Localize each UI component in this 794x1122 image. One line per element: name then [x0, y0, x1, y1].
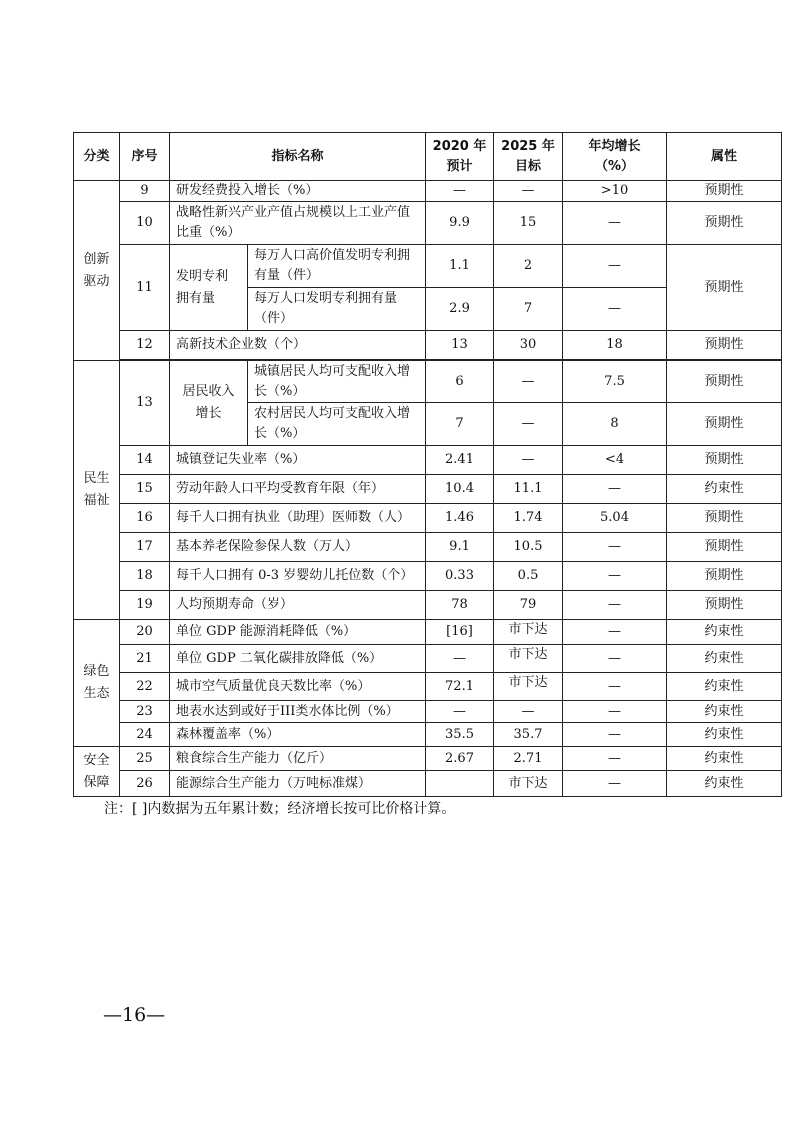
row-number: 21 [120, 645, 170, 673]
value-2025: 15 [494, 202, 563, 245]
indicator-name: 每千人口拥有 0-3 岁婴幼儿托位数（个） [170, 562, 426, 591]
value-growth: — [563, 645, 667, 673]
value-2020: 78 [426, 591, 494, 620]
attribute: 约束性 [667, 723, 782, 747]
attribute: 约束性 [667, 645, 782, 673]
row-number: 22 [120, 673, 170, 701]
header-row [74, 133, 782, 181]
value-2020: — [426, 181, 494, 202]
value-2020: 1.46 [426, 504, 494, 533]
indicator-name: 人均预期寿命（岁） [170, 591, 426, 620]
value-2025: 市下达 [494, 771, 563, 797]
value-growth: — [563, 475, 667, 504]
value-growth: 8 [563, 403, 667, 446]
value-2025: 7 [494, 288, 563, 331]
attribute: 预期性 [667, 591, 782, 620]
table-row [74, 591, 782, 620]
value-growth: — [563, 701, 667, 723]
page-number: —16— [103, 1004, 166, 1026]
category-livelihood [74, 361, 120, 620]
value-growth: — [563, 620, 667, 645]
attribute: 预期性 [667, 403, 782, 446]
header-2025 [494, 133, 563, 181]
indicator-table [73, 132, 782, 797]
sub-indicator-name: 每万人口发明专利拥有量（件） [248, 288, 426, 331]
table-row [74, 701, 782, 723]
value-2025: 市下达 [494, 673, 563, 701]
value-2020 [426, 771, 494, 797]
value-2025: — [494, 361, 563, 403]
category-label: 民生福祉 [83, 471, 110, 508]
value-growth: — [563, 591, 667, 620]
value-2020: 7 [426, 403, 494, 446]
value-2025: — [494, 701, 563, 723]
sub-indicator-name: 城镇居民人均可支配收入增长（%） [248, 361, 426, 403]
value-2020: 10.4 [426, 475, 494, 504]
value-2025: 30 [494, 331, 563, 360]
row-number: 26 [120, 771, 170, 797]
value-2025: 1.74 [494, 504, 563, 533]
row-number: 23 [120, 701, 170, 723]
value-2025: 0.5 [494, 562, 563, 591]
header-2020-label: 预计 [446, 158, 473, 174]
value-2020: 72.1 [426, 673, 494, 701]
value-2020: 2.67 [426, 747, 494, 771]
table-row [74, 771, 782, 797]
table-row [74, 181, 782, 202]
row-number: 9 [120, 181, 170, 202]
indicator-group [170, 361, 248, 446]
table-row [74, 504, 782, 533]
indicator-name: 战略性新兴产业产值占规模以上工业产值比重（%） [170, 202, 426, 245]
row-number: 14 [120, 446, 170, 475]
value-2020: 2.9 [426, 288, 494, 331]
table-row [74, 723, 782, 747]
value-2020: 13 [426, 331, 494, 360]
value-2025: 市下达 [494, 645, 563, 673]
attribute: 预期性 [667, 245, 782, 331]
indicator-name: 单位 GDP 二氧化碳排放降低（%） [170, 645, 426, 673]
value-2025: 2 [494, 245, 563, 288]
header-2020 [426, 133, 494, 181]
attribute: 约束性 [667, 747, 782, 771]
indicator-name: 能源综合生产能力（万吨标准煤） [170, 771, 426, 797]
value-growth: — [563, 288, 667, 331]
value-growth: — [563, 202, 667, 245]
attribute: 约束性 [667, 771, 782, 797]
table-row [74, 533, 782, 562]
value-growth: — [563, 771, 667, 797]
table-row [74, 620, 782, 645]
indicator-name: 单位 GDP 能源消耗降低（%） [170, 620, 426, 645]
indicator-name: 城市空气质量优良天数比率（%） [170, 673, 426, 701]
attribute: 预期性 [667, 331, 782, 360]
value-2020: [16] [426, 620, 494, 645]
value-2025: 79 [494, 591, 563, 620]
value-2020: 6 [426, 361, 494, 403]
table-row [74, 562, 782, 591]
indicator-name: 每千人口拥有执业（助理）医师数（人） [170, 504, 426, 533]
row-number: 12 [120, 331, 170, 360]
table-row [74, 331, 782, 360]
table-row [74, 747, 782, 771]
table-row [74, 673, 782, 701]
value-growth: — [563, 562, 667, 591]
header-2025-year: 2025 年 [501, 138, 555, 154]
indicator-name: 劳动年龄人口平均受教育年限（年） [170, 475, 426, 504]
value-2025: 2.71 [494, 747, 563, 771]
value-growth: <4 [563, 446, 667, 475]
value-2020: — [426, 645, 494, 673]
category-label: 绿色生态 [83, 664, 110, 701]
attribute: 预期性 [667, 504, 782, 533]
indicator-group-label: 居民收入增长 [182, 384, 235, 421]
row-number: 19 [120, 591, 170, 620]
value-2025: — [494, 446, 563, 475]
value-2020: 9.9 [426, 202, 494, 245]
attribute: 预期性 [667, 446, 782, 475]
row-number: 15 [120, 475, 170, 504]
attribute: 约束性 [667, 673, 782, 701]
indicator-name: 基本养老保险参保人数（万人） [170, 533, 426, 562]
category-label: 创新驱动 [83, 251, 110, 289]
value-2025: 11.1 [494, 475, 563, 504]
header-growth-label: 年均增长 [588, 138, 641, 154]
category-innovation [74, 181, 120, 361]
value-2020: 2.41 [426, 446, 494, 475]
category-security [74, 747, 120, 797]
value-2025: 35.7 [494, 723, 563, 747]
attribute: 预期性 [667, 361, 782, 403]
table-row [74, 645, 782, 673]
sub-indicator-name: 农村居民人均可支配收入增长（%） [248, 403, 426, 446]
row-number: 24 [120, 723, 170, 747]
attribute: 预期性 [667, 181, 782, 202]
value-2025: — [494, 181, 563, 202]
table-row [74, 446, 782, 475]
table-row [74, 202, 782, 245]
attribute: 约束性 [667, 620, 782, 645]
value-2025: 市下达 [494, 620, 563, 645]
value-growth: 7.5 [563, 361, 667, 403]
row-number: 20 [120, 620, 170, 645]
attribute: 预期性 [667, 562, 782, 591]
indicator-group-label: 发明专利拥有量 [176, 268, 229, 306]
attribute: 预期性 [667, 533, 782, 562]
indicator-name: 森林覆盖率（%） [170, 723, 426, 747]
header-2020-year: 2020 年 [432, 138, 487, 154]
indicator-group [170, 245, 248, 331]
indicator-name: 研发经费投入增长（%） [170, 181, 426, 202]
value-2020: — [426, 701, 494, 723]
value-growth: — [563, 533, 667, 562]
indicator-name: 地表水达到或好于III类水体比例（%） [170, 701, 426, 723]
attribute: 约束性 [667, 701, 782, 723]
table-footnote: 注：[ ]内数据为五年累计数；经济增长按可比价格计算。 [104, 801, 456, 817]
row-number: 11 [120, 245, 170, 331]
row-number: 25 [120, 747, 170, 771]
row-number: 17 [120, 533, 170, 562]
row-number: 18 [120, 562, 170, 591]
value-growth: 18 [563, 331, 667, 360]
indicator-name: 城镇登记失业率（%） [170, 446, 426, 475]
indicator-name: 高新技术企业数（个） [170, 331, 426, 360]
indicator-name: 粮食综合生产能力（亿斤） [170, 747, 426, 771]
header-growth-unit: （%） [595, 158, 635, 174]
value-2020: 35.5 [426, 723, 494, 747]
header-2025-label: 目标 [515, 158, 542, 174]
value-2025: — [494, 403, 563, 446]
table-row [74, 245, 782, 288]
value-growth: — [563, 747, 667, 771]
header-no: 序号 [120, 133, 170, 181]
attribute: 预期性 [667, 202, 782, 245]
header-attribute: 属性 [667, 133, 782, 181]
row-number: 10 [120, 202, 170, 245]
sub-indicator-name: 每万人口高价值发明专利拥有量（件） [248, 245, 426, 288]
table-row [74, 475, 782, 504]
category-label: 安全保障 [83, 752, 110, 790]
row-number: 16 [120, 504, 170, 533]
category-green [74, 620, 120, 747]
value-growth: — [563, 245, 667, 288]
row-number: 13 [120, 361, 170, 446]
table-row [74, 361, 782, 403]
value-2020: 9.1 [426, 533, 494, 562]
value-growth: >10 [563, 181, 667, 202]
value-growth: 5.04 [563, 504, 667, 533]
value-growth: — [563, 723, 667, 747]
value-2020: 1.1 [426, 245, 494, 288]
value-growth: — [563, 673, 667, 701]
header-category: 分类 [74, 133, 120, 181]
attribute: 约束性 [667, 475, 782, 504]
value-2025: 10.5 [494, 533, 563, 562]
value-2020: 0.33 [426, 562, 494, 591]
header-growth [563, 133, 667, 181]
header-indicator-name: 指标名称 [170, 133, 426, 181]
